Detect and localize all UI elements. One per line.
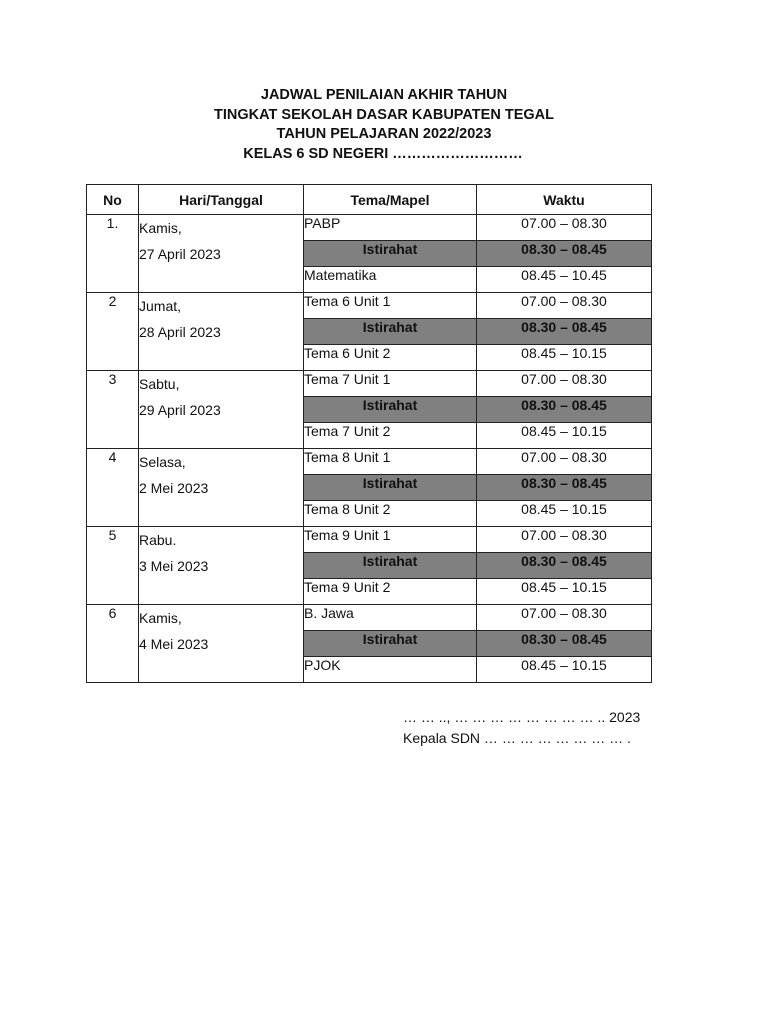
- break-label: Istirahat: [304, 397, 477, 423]
- time-cell: 07.00 – 08.30: [477, 449, 652, 475]
- title-line-4: KELAS 6 SD NEGERI ………………………: [243, 145, 523, 162]
- break-time: 08.30 – 08.45: [477, 475, 652, 501]
- day-date: 4 Mei 2023: [139, 636, 209, 652]
- time-cell: 08.45 – 10.15: [477, 345, 652, 371]
- day-date: 27 April 2023: [139, 246, 221, 262]
- day-cell: [139, 215, 304, 293]
- title-line-1: JADWAL PENILAIAN AKHIR TAHUN: [260, 87, 508, 103]
- principal-line: Kepala SDN … … … … … … … … .: [403, 730, 631, 746]
- break-label: Istirahat: [304, 319, 477, 345]
- break-time: 08.30 – 08.45: [477, 241, 652, 267]
- day-number: 3: [87, 371, 139, 449]
- subject-cell: PJOK: [304, 657, 477, 683]
- table-row: [87, 371, 652, 397]
- subject-cell: Matematika: [304, 267, 477, 293]
- header-time: Waktu: [477, 185, 652, 215]
- time-cell: 08.45 – 10.15: [477, 657, 652, 683]
- table-row: [87, 215, 652, 241]
- header-subject: Tema/Mapel: [304, 185, 477, 215]
- day-number: 5: [87, 527, 139, 605]
- subject-cell: Tema 8 Unit 2: [304, 501, 477, 527]
- subject-cell: Tema 8 Unit 1: [304, 449, 477, 475]
- time-cell: 07.00 – 08.30: [477, 215, 652, 241]
- day-number: 4: [87, 449, 139, 527]
- header-no: No: [87, 185, 139, 215]
- day-cell: [139, 371, 304, 449]
- time-cell: 08.45 – 10.45: [477, 267, 652, 293]
- subject-cell: Tema 9 Unit 1: [304, 527, 477, 553]
- day-name: Sabtu,: [139, 376, 180, 392]
- day-name: Rabu.: [139, 532, 177, 548]
- break-label: Istirahat: [304, 553, 477, 579]
- table-row: [87, 605, 652, 631]
- subject-cell: Tema 7 Unit 2: [304, 423, 477, 449]
- day-number: 6: [87, 605, 139, 683]
- day-date: 2 Mei 2023: [139, 480, 209, 496]
- time-cell: 07.00 – 08.30: [477, 527, 652, 553]
- header-day: Hari/Tanggal: [139, 185, 304, 215]
- day-name: Kamis,: [139, 220, 182, 236]
- day-number: 2: [87, 293, 139, 371]
- place-date-line: … … .., … … … … … … … … .. 2023: [403, 709, 641, 725]
- time-cell: 08.45 – 10.15: [477, 423, 652, 449]
- day-cell: [139, 527, 304, 605]
- break-time: 08.30 – 08.45: [477, 319, 652, 345]
- subject-cell: Tema 9 Unit 2: [304, 579, 477, 605]
- subject-cell: PABP: [304, 215, 477, 241]
- day-cell: [139, 449, 304, 527]
- subject-cell: B. Jawa: [304, 605, 477, 631]
- time-cell: 08.45 – 10.15: [477, 501, 652, 527]
- break-label: Istirahat: [304, 475, 477, 501]
- day-date: 3 Mei 2023: [139, 558, 209, 574]
- title-line-2: TINGKAT SEKOLAH DASAR KABUPATEN TEGAL: [214, 106, 554, 123]
- time-cell: 08.45 – 10.15: [477, 579, 652, 605]
- day-name: Kamis,: [139, 610, 182, 626]
- day-cell: [139, 605, 304, 683]
- table-row: [87, 527, 652, 553]
- day-name: Selasa,: [139, 454, 186, 470]
- day-date: 28 April 2023: [139, 324, 221, 340]
- table-row: [87, 449, 652, 475]
- break-time: 08.30 – 08.45: [477, 397, 652, 423]
- break-time: 08.30 – 08.45: [477, 553, 652, 579]
- day-name: Jumat,: [139, 298, 182, 314]
- subject-cell: Tema 6 Unit 1: [304, 293, 477, 319]
- subject-cell: Tema 6 Unit 2: [304, 345, 477, 371]
- table-header-row: [87, 185, 652, 215]
- signature-block: [403, 707, 640, 749]
- time-cell: 07.00 – 08.30: [477, 605, 652, 631]
- document-title: [0, 86, 768, 164]
- time-cell: 07.00 – 08.30: [477, 371, 652, 397]
- day-date: 29 April 2023: [139, 402, 221, 418]
- schedule-table: [86, 184, 652, 683]
- day-number: 1.: [87, 215, 139, 293]
- break-time: 08.30 – 08.45: [477, 631, 652, 657]
- time-cell: 07.00 – 08.30: [477, 293, 652, 319]
- title-line-3: TAHUN PELAJARAN 2022/2023: [276, 126, 492, 142]
- subject-cell: Tema 7 Unit 1: [304, 371, 477, 397]
- break-label: Istirahat: [304, 241, 477, 267]
- break-label: Istirahat: [304, 631, 477, 657]
- day-cell: [139, 293, 304, 371]
- table-row: [87, 293, 652, 319]
